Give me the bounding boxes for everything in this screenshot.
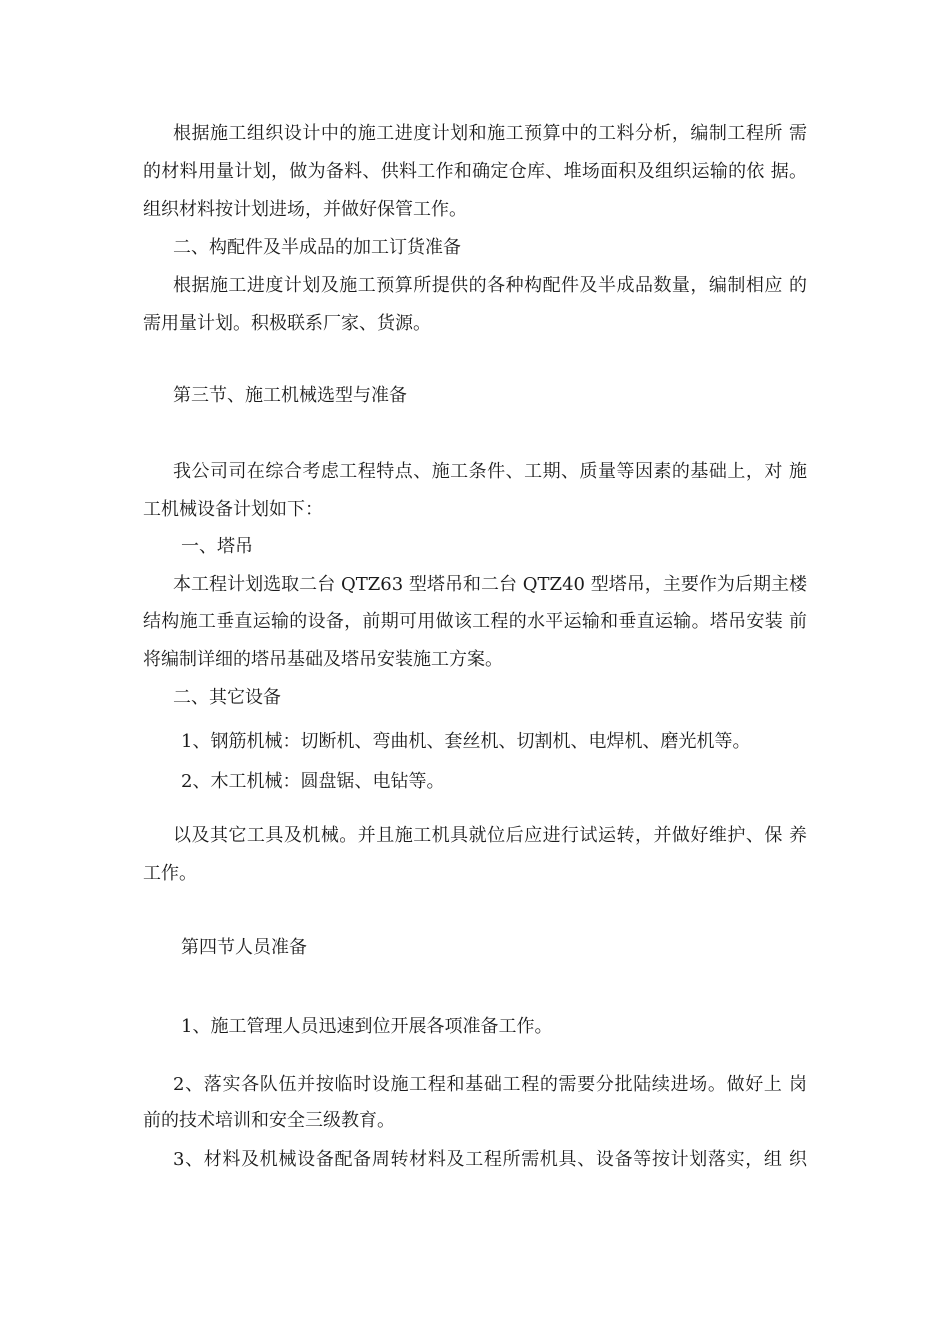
section-heading: 二、构配件及半成品的加工订货准备 xyxy=(173,237,461,258)
paragraph-line: 根据施工进度计划及施工预算所提供的各种构配件及半成品数量，编制相应 的 xyxy=(173,275,807,296)
list-item: 1、施工管理人员迅速到位开展各项准备工作。 xyxy=(181,1016,553,1037)
paragraph-line: 我公司司在综合考虑工程特点、施工条件、工期、质量等因素的基础上，对 施 xyxy=(173,461,807,482)
paragraph-line: 以及其它工具及机械。并且施工机具就位后应进行试运转，并做好维护、保 养 xyxy=(173,825,807,846)
section-heading: 一、塔吊 xyxy=(181,536,253,557)
paragraph-line: 本工程计划选取二台 QTZ63 型塔吊和二台 QTZ40 型塔吊，主要作为后期主楼 xyxy=(173,574,807,595)
list-item: 3、材料及机械设备配备周转材料及工程所需机具、设备等按计划落实，组 织 xyxy=(173,1149,807,1170)
section-heading: 二、其它设备 xyxy=(173,687,281,708)
section-heading: 第四节人员准备 xyxy=(181,937,307,958)
list-item: 2、木工机械：圆盘锯、电钻等。 xyxy=(181,771,445,792)
list-item: 2、落实各队伍并按临时设施工程和基础工程的需要分批陆续进场。做好上 岗 xyxy=(173,1074,807,1095)
paragraph-line: 需用量计划。积极联系厂家、货源。 xyxy=(143,313,431,334)
paragraph-line: 结构施工垂直运输的设备，前期可用做该工程的水平运输和垂直运输。塔吊安装 前 xyxy=(143,611,807,632)
paragraph-line: 前的技术培训和安全三级教育。 xyxy=(143,1110,395,1131)
section-heading: 第三节、施工机械选型与准备 xyxy=(173,385,407,406)
paragraph-line: 工作。 xyxy=(143,863,197,884)
paragraph-line: 组织材料按计划进场，并做好保管工作。 xyxy=(143,199,467,220)
paragraph-line: 将编制详细的塔吊基础及塔吊安装施工方案。 xyxy=(143,649,503,670)
list-item: 1、钢筋机械：切断机、弯曲机、套丝机、切割机、电焊机、磨光机等。 xyxy=(181,731,751,752)
paragraph-line: 工机械设备计划如下： xyxy=(143,499,323,520)
paragraph-line: 根据施工组织设计中的施工进度计划和施工预算中的工料分析，编制工程所 需 xyxy=(173,123,807,144)
paragraph-line: 的材料用量计划，做为备料、供料工作和确定仓库、堆场面积及组织运输的依 据。 xyxy=(143,161,807,182)
